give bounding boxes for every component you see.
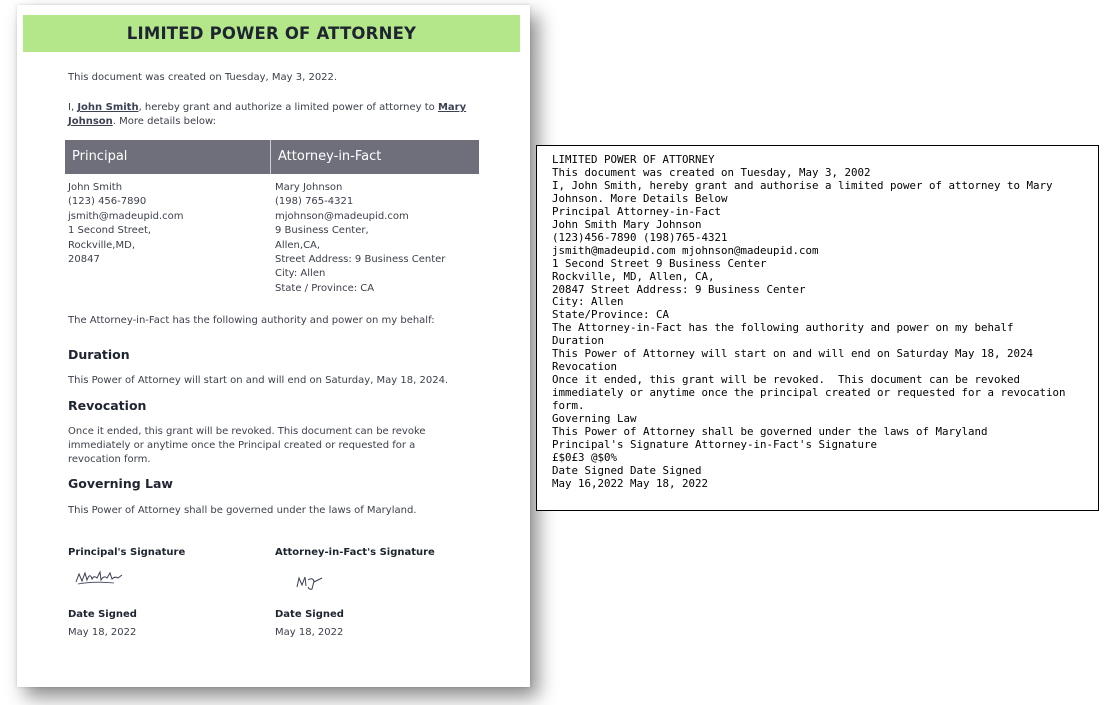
text-line: form. <box>552 399 585 413</box>
grant-prefix: I, <box>68 102 78 113</box>
text-line: State/Province: CA <box>552 308 670 322</box>
attorney-line: mjohnson@madeupid.com <box>275 210 409 222</box>
principal-line: jsmith@madeupid.com <box>68 210 184 222</box>
grant-middle: , hereby grant and authorize a limited power of attorney to <box>138 102 438 113</box>
text-line: 20847 Street Address: 9 Business Center <box>552 282 806 296</box>
text-line: LIMITED POWER OF ATTORNEY <box>552 153 715 166</box>
duration-text: This Power of Attorney will start on and will end on Saturday, May 18, 2024. <box>68 375 449 386</box>
duration-heading: Duration <box>68 347 130 362</box>
text-line: Johnson. More Details Below <box>552 191 728 205</box>
principal-line: 20847 <box>68 254 100 266</box>
text-line: May 16,2022 May 18, 2022 <box>552 476 709 490</box>
text-line: This Power of Attorney shall be governed under the laws of Maryland <box>552 425 988 439</box>
attorney-line: (198) 765-4321 <box>275 196 354 208</box>
text-line: Rockville, MD, Allen, CA, <box>552 269 715 283</box>
text-line: £$0£3 @$0% <box>552 450 618 464</box>
attorney-date-value: May 18, 2022 <box>275 627 344 638</box>
text-line: City: Allen <box>552 295 624 309</box>
document-page <box>17 5 530 687</box>
text-line: John Smith Mary Johnson <box>552 217 702 231</box>
text-line: Duration <box>552 334 605 348</box>
governing-law-text: This Power of Attorney shall be governed under the laws of Maryland. <box>68 505 417 516</box>
governing-law-heading: Governing Law <box>68 476 173 491</box>
parties-table-header <box>65 140 479 174</box>
attorney-signature-label: Attorney-in-Fact's Signature <box>275 547 435 558</box>
attorney-signature-image <box>294 572 326 592</box>
text-line: (123)456-7890 (198)765-4321 <box>552 230 728 244</box>
attorney-line: Mary Johnson <box>275 182 343 193</box>
text-line: I, John Smith, hereby grant and authorise a limited power of attorney to Mary <box>552 178 1053 192</box>
principal-line: (123) 456-7890 <box>68 196 147 208</box>
extracted-text-panel <box>536 145 1099 511</box>
text-line: The Attorney-in-Fact has the following authority and power on my behalf <box>552 321 1014 335</box>
revocation-text: Once it ended, this grant will be revoked. This document can be revoke immediately or anytime once the Principal created or requested for a revocation form. <box>68 426 426 465</box>
text-line: jsmith@madeupid.com mjohnson@madeupid.com <box>552 243 819 257</box>
principal-line: Rockville,MD, <box>68 239 135 251</box>
text-line: immediately or anytime once the principal created or requested for a revocation <box>552 386 1066 400</box>
grantor-name: John Smith <box>77 102 139 113</box>
created-statement: This document was created on Tuesday, May 3, 2022. <box>68 72 338 83</box>
text-line: Principal's Signature Attorney-in-Fact's Signature <box>552 437 878 451</box>
attorney-date-label: Date Signed <box>275 609 344 620</box>
text-line: Governing Law <box>552 412 637 426</box>
document-title: LIMITED POWER OF ATTORNEY <box>23 15 520 52</box>
grant-statement <box>68 101 478 129</box>
attorney-name: Mary Johnson <box>68 102 467 127</box>
text-line: Revocation <box>552 360 618 374</box>
principal-line: John Smith <box>68 182 123 193</box>
principal-date-value: May 18, 2022 <box>68 627 137 638</box>
attorney-line: Street Address: 9 Business Center <box>275 254 446 266</box>
attorney-line: State / Province: CA <box>275 282 375 294</box>
text-line: Once it ended, this grant will be revoked. This document can be revoked <box>552 373 1021 387</box>
text-line: 1 Second Street 9 Business Center <box>552 256 767 270</box>
grant-suffix: . More details below: <box>112 116 216 127</box>
text-line: Date Signed Date Signed <box>552 463 702 477</box>
attorney-line: City: Allen <box>275 268 326 280</box>
text-line: Principal Attorney-in-Fact <box>552 204 722 218</box>
header-principal: Principal <box>65 140 271 174</box>
principal-line: 1 Second Street, <box>68 225 152 237</box>
revocation-heading: Revocation <box>68 398 147 413</box>
attorney-details <box>275 181 445 296</box>
text-line: This document was created on Tuesday, May 3, 2002 <box>552 165 871 179</box>
attorney-line: Allen,CA, <box>275 239 321 251</box>
principal-details <box>68 181 183 267</box>
principal-signature-image <box>74 566 126 588</box>
text-line: This Power of Attorney will start on and will end on Saturday May 18, 2024 <box>552 347 1034 361</box>
principal-signature-label: Principal's Signature <box>68 547 186 558</box>
principal-date-label: Date Signed <box>68 609 137 620</box>
authority-statement: The Attorney-in-Fact has the following authority and power on my behalf: <box>68 315 435 326</box>
header-attorney: Attorney-in-Fact <box>278 149 382 164</box>
attorney-line: 9 Business Center, <box>275 225 369 237</box>
